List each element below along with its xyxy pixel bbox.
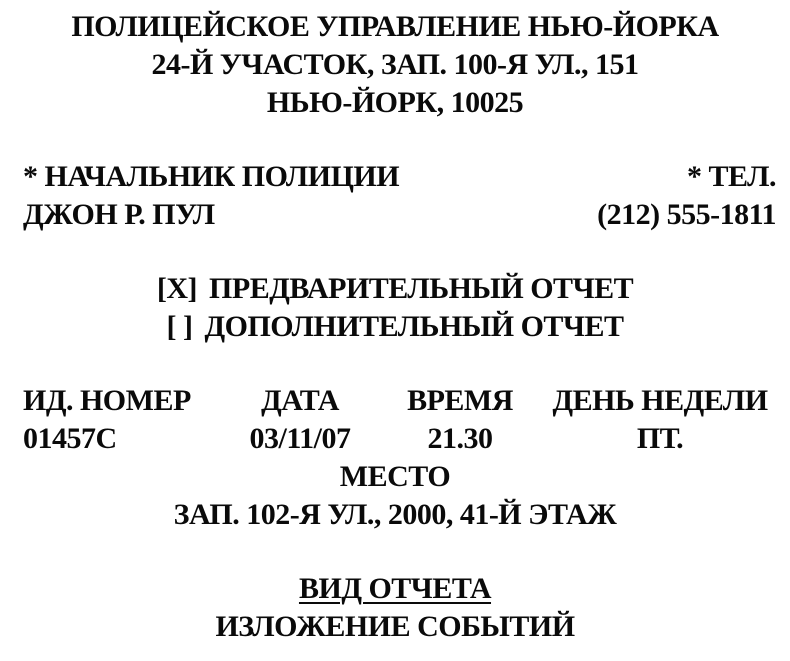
place-value: ЗАП. 102-Я УЛ., 2000, 41-Й ЭТАЖ [173,498,617,531]
phone-number: (212) 555-1811 [597,198,776,231]
contact-row-labels [0,158,790,196]
header-day-of-week: ДЕНЬ НЕДЕЛИ [552,384,768,417]
place-label: МЕСТО [339,460,451,493]
report-type-heading: ВИД ОТЧЕТА [298,572,492,605]
value-id-number: 01457C [23,422,117,455]
value-date: 03/11/07 [249,422,351,455]
chief-label: * НАЧАЛЬНИК ПОЛИЦИИ [23,160,400,193]
checkbox-label-supplementary: ДОПОЛНИТЕЛЬНЫЙ ОТЧЕТ [204,310,624,343]
checkbox-unchecked-mark: [ ] [166,310,193,343]
value-time: 21.30 [427,422,493,455]
incident-table-value-row [0,420,790,458]
header-id-number: ИД. НОМЕР [23,384,191,417]
checkbox-row-preliminary [0,270,790,308]
precinct-address: 24-Й УЧАСТОК, ЗАП. 100-Я УЛ., 151 [151,48,639,81]
report-type-value: ИЗЛОЖЕНИЕ СОБЫТИЙ [215,610,575,643]
report-type-heading-line [0,570,790,608]
header-time: ВРЕМЯ [407,384,513,417]
chief-name: ДЖОН Р. ПУЛ [23,198,215,231]
incident-table-header-row [0,382,790,420]
checkbox-checked-mark: [X] [156,272,198,305]
contact-row-values [0,196,790,234]
city-zip: НЬЮ-ЙОРК, 10025 [266,86,524,119]
phone-label: * ТЕЛ. [687,160,776,193]
header-date: ДАТА [261,384,339,417]
checkbox-label-preliminary: ПРЕДВАРИТЕЛЬНЫЙ ОТЧЕТ [209,272,634,305]
value-day-of-week: ПТ. [636,422,684,455]
department-name: ПОЛИЦЕЙСКОЕ УПРАВЛЕНИЕ НЬЮ-ЙОРКА [71,10,719,43]
checkbox-row-supplementary [0,308,790,346]
